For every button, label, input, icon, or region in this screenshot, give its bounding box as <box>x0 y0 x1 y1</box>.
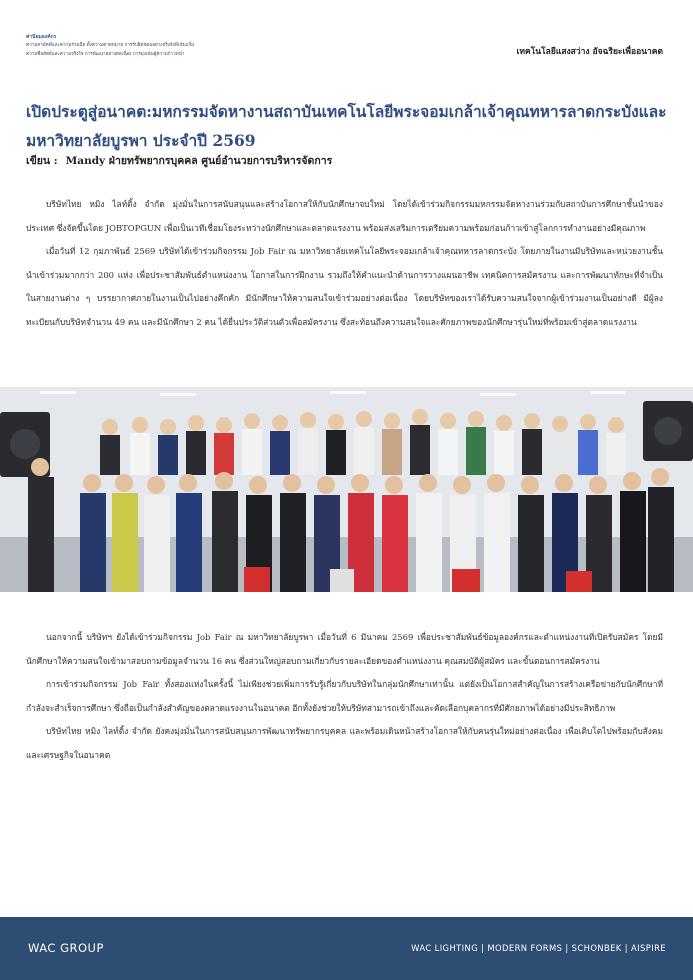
author-label: เขียน : <box>26 155 58 167</box>
footer-bar <box>0 917 693 980</box>
article-title: เปิดประตูสู่อนาคต:มหกรรมจัดหางานสถาบันเทคโนโลยีพระจอมเกล้าเจ้าคุณทหารลาดกระบังและมหาวิทยาลัยบูรพา ประจำปี 2569 <box>26 102 667 150</box>
company-slogan: เทคโนโลยีแสงสว่าง อัจฉริยะเพื่ออนาคต <box>516 47 663 57</box>
paragraph-kmitl-fair: เมื่อวันที่ 12 กุมภาพันธ์ 2569 บริษัทได้เข้าร่วมกิจกรรม Job Fair ณ มหาวิทยาลัยเทคโนโลยีพระจอมเกล้าเจ้าคุณทหารลาดกระบัง โดยภายในงานมีบริษัทและหน่วยงานชั้นนำเข้าร่วมมากกว่า 200 แห่ง เพื่อประชาสัมพันธ์ตำแหน่งงาน โอกาสในการฝึกงาน รวมถึงให้คำแนะนำด้านการวางแผนอาชีพ เทคนิคการสมัครงาน และการพัฒนาทักษะที่จำเป็นในสายงานต่าง ๆ บรรยากาศภายในงานเป็นไปอย่างคึกคัก มีนักศึกษาให้ความสนใจเข้าร่วมอย่างต่อเนื่อง โดยบริษัทของเราได้รับความสนใจจากผู้เข้าร่วมงานเป็นอย่างดี มีผู้ลงทะเบียนกับบริษัทจำนวน 49 คน และมีนักศึกษา 2 คน ได้ยื่นประวัติส่วนตัวเพื่อสมัครงาน ซึ่งสะท้อนถึงความสนใจและศักยภาพของนักศึกษารุ่นใหม่ที่พร้อมเข้าสู่ตลาดแรงงาน <box>26 246 663 327</box>
company-values-title: ค่านิยมองค์กร <box>26 34 57 40</box>
group-photo <box>0 387 693 592</box>
paragraph-burapha-fair: นอกจากนี้ บริษัทฯ ยังได้เข้าร่วมกิจกรรม Job Fair ณ มหาวิทยาลัยบูรพา เมื่อวันที่ 6 มีนาคม 2569 เพื่อประชาสัมพันธ์ข้อมูลองค์กรและตำแหน่งงานที่เปิดรับสมัคร โดยมีนักศึกษาให้ความสนใจเข้ามาสอบถามข้อมูลจำนวน 16 คน ซึ่งส่วนใหญ่สอบถามเกี่ยวกับรายละเอียดของตำแหน่งงาน คุณสมบัติผู้สมัคร และขั้นตอนการสมัครงาน <box>26 632 663 666</box>
author-name: Mandy ฝ่ายทรัพยากรบุคคล ศูนย์อำนวยการบริหารจัดการ <box>65 155 333 167</box>
author-line <box>26 152 332 169</box>
article-body-intro <box>26 193 663 334</box>
paragraph-commitment: บริษัทไทย หมิง ไลท์ติ้ง จำกัด ยังคงมุ่งมั่นในการสนับสนุนการพัฒนาทรัพยากรบุคคล และพร้อมเดินหน้าสร้างโอกาสให้กับคนรุ่นใหม่อย่างต่อเนื่อง เพื่อเติบโตไปพร้อมกับสังคมและเศรษฐกิจในอนาคต <box>26 726 663 760</box>
company-values-line-2: ความซื่อสัตย์และความจริงใจ การพัฒนาอย่างต่อเนื่อง การมุ่งเน้นผู้ความก้าวหน้า <box>26 52 185 57</box>
paragraph-benefits: การเข้าร่วมกิจกรรม Job Fair ทั้งสองแห่งในครั้งนี้ ไม่เพียงช่วยเพิ่มการรับรู้เกี่ยวกับบริษัทในกลุ่มนักศึกษาเท่านั้น แต่ยังเป็นโอกาสสำคัญในการสร้างเครือข่ายกับนักศึกษาที่กำลังจะสำเร็จการศึกษา ซึ่งถือเป็นกำลังสำคัญของตลาดแรงงานในอนาคต อีกทั้งยังช่วยให้บริษัทสามารถเข้าถึงและคัดเลือกบุคลากรที่มีศักยภาพได้อย่างมีประสิทธิภาพ <box>26 679 663 713</box>
wac-group-logo: WAC GROUP <box>28 941 104 955</box>
group-photo-illustration <box>0 387 693 592</box>
red-bag <box>244 567 270 592</box>
paragraph-intro: บริษัทไทย หมิง ไลท์ติ้ง จำกัด มุ่งมั่นในการสนับสนุนและสร้างโอกาสให้กับนักศึกษาจบใหม่ โดยได้เข้าร่วมกิจกรรมมหกรรมจัดหางานร่วมกับสถาบันการศึกษาชั้นนำของประเทศ ซึ่งจัดขึ้นโดย JOBTOPGUN เพื่อเป็นเวทีเชื่อมโยงระหว่างนักศึกษาและตลาดแรงงาน พร้อมส่งเสริมการเตรียมความพร้อมก่อนก้าวเข้าสู่โลกการทำงานอย่างมีคุณภาพ <box>26 199 663 233</box>
company-values-line-1: ความสามัคคีและความร่วมมือ ตั้งความคาดหมาย การรับผิดชอบอย่างจริงจังที่เข้มแข็ง <box>26 43 194 48</box>
brand-list: WAC LIGHTING | MODERN FORMS | SCHONBEK | AISPIRE <box>411 943 666 953</box>
article-body-closing <box>26 626 663 767</box>
